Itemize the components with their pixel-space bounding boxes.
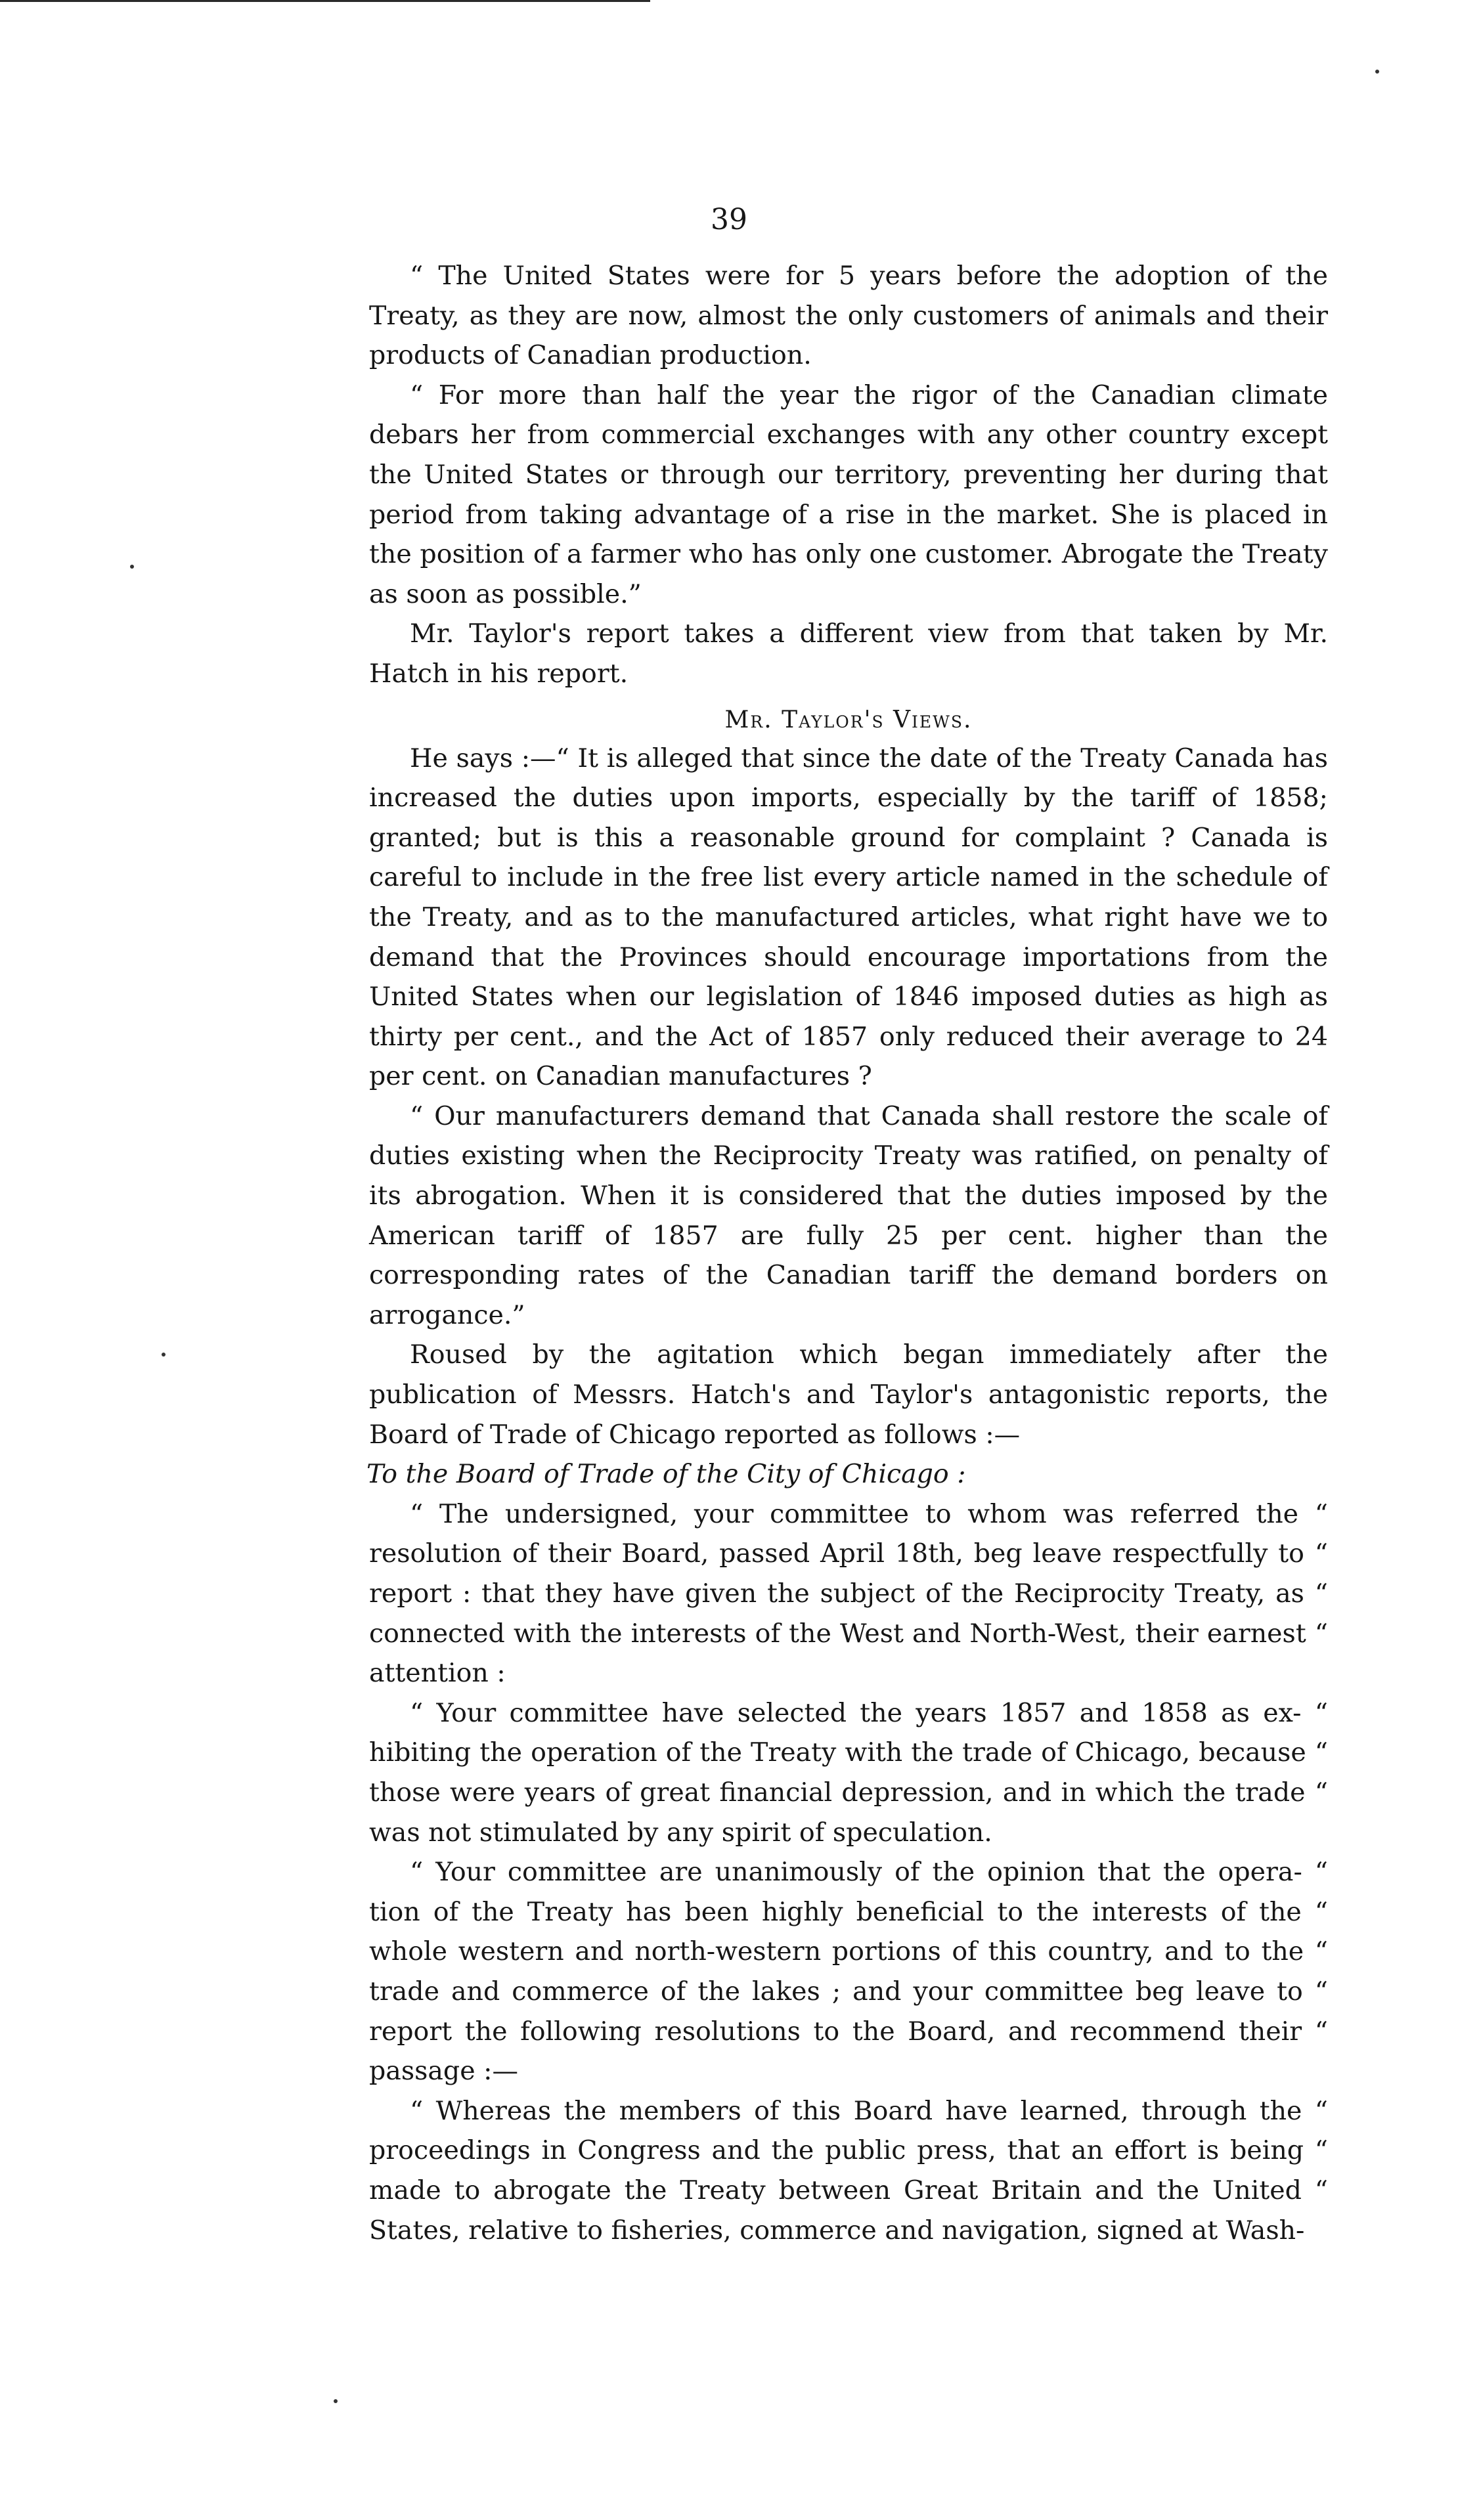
scan-speck bbox=[1375, 70, 1379, 74]
scan-edge-line bbox=[0, 0, 650, 2]
paragraph: Mr. Taylor's report takes a different view from that taken by Mr. Hatch in his report. bbox=[369, 619, 1328, 689]
quoted-paragraph: “ Whereas the members of this Board have learned, through the “ proceedings in Congress and the public press, that an effort is being “ made to abrogate the Treaty between Great Britain and the United “ States, relative to fisheries, commerce and navigation, signed at Wash- bbox=[369, 2095, 1328, 2246]
scan-speck bbox=[130, 565, 134, 569]
paragraph: Roused by the agitation which began immediately after the publication of Messrs. Hatch's and Taylor's antagonistic reports, the Board of Trade of Chicago reported as follows :— bbox=[369, 1339, 1328, 1450]
scan-speck bbox=[162, 1353, 166, 1357]
paragraph: He says :—“ It is alleged that since the date of the Treaty Canada has increased the duties upon imports, especially by the tariff of 1858; granted; but is this a reasonable ground for complaint ? Canada is careful to include in the free list every article named in the schedule of the Treaty, and as to the manufactured articles, what right have we to demand that the Provinces should encourage importations from the United States when our legislation of 1846 imposed duties as high as thirty per cent., and the Act of 1857 only reduced their average to 24 per cent. on Canadian manufactures ? bbox=[369, 743, 1328, 1092]
paragraph: “ The United States were for 5 years before the adoption of the Treaty, as they are now, almost the only customers of animals and their products of Canadian production. bbox=[369, 261, 1328, 371]
quoted-paragraph: “ The undersigned, your committee to whom was referred the “ resolution of their Board, passed April 18th, beg leave respectfully to “ report : that they have given the subject of the Reciprocity Treaty, as “ connected with the interests of the West and North-West, their earnest “ attention : bbox=[369, 1498, 1328, 1689]
paragraph: “ Our manufacturers demand that Canada shall restore the scale of duties existing when the Reciprocity Treaty was ratified, on penalty of its abrogation. When it is considered that the duties imposed by the American tariff of 1857 are fully 25 per cent. higher than the corresponding rates of the Canadian tariff the demand borders on arrogance.” bbox=[369, 1100, 1328, 1330]
section-heading: Mr. Taylor's Views. bbox=[724, 706, 973, 733]
scan-speck bbox=[334, 2399, 338, 2403]
paragraph: “ For more than half the year the rigor of the Canadian climate debars her from commercial exchanges with any other country except the United States or through our territory, preventing her during that period from taking advantage of a rise in the market. She is placed in the position of a farmer who has only one customer. Abrogate the Treaty as soon as possible.” bbox=[369, 380, 1328, 609]
quoted-paragraph: “ Your committee have selected the years 1857 and 1858 as ex- “ hibiting the operation of the Treaty with the trade of Chicago, because “ those were years of great financial depression, and in which the trade “ was not stimulated by any spirit of speculation. bbox=[369, 1697, 1328, 1848]
page-body bbox=[366, 256, 1328, 2250]
page-number: 39 bbox=[711, 203, 747, 236]
address-line: To the Board of Trade of the City of Chicago : bbox=[366, 1459, 966, 1490]
quoted-paragraph: “ Your committee are unanimously of the opinion that the opera- “ tion of the Treaty has been highly beneficial to the interests of the “ whole western and north-western portions of this country, and to the “ trade and commerce of the lakes ; and your committee beg leave to “ report the following resolutions to the Board, and recommend their “ passage :— bbox=[369, 1857, 1328, 2087]
